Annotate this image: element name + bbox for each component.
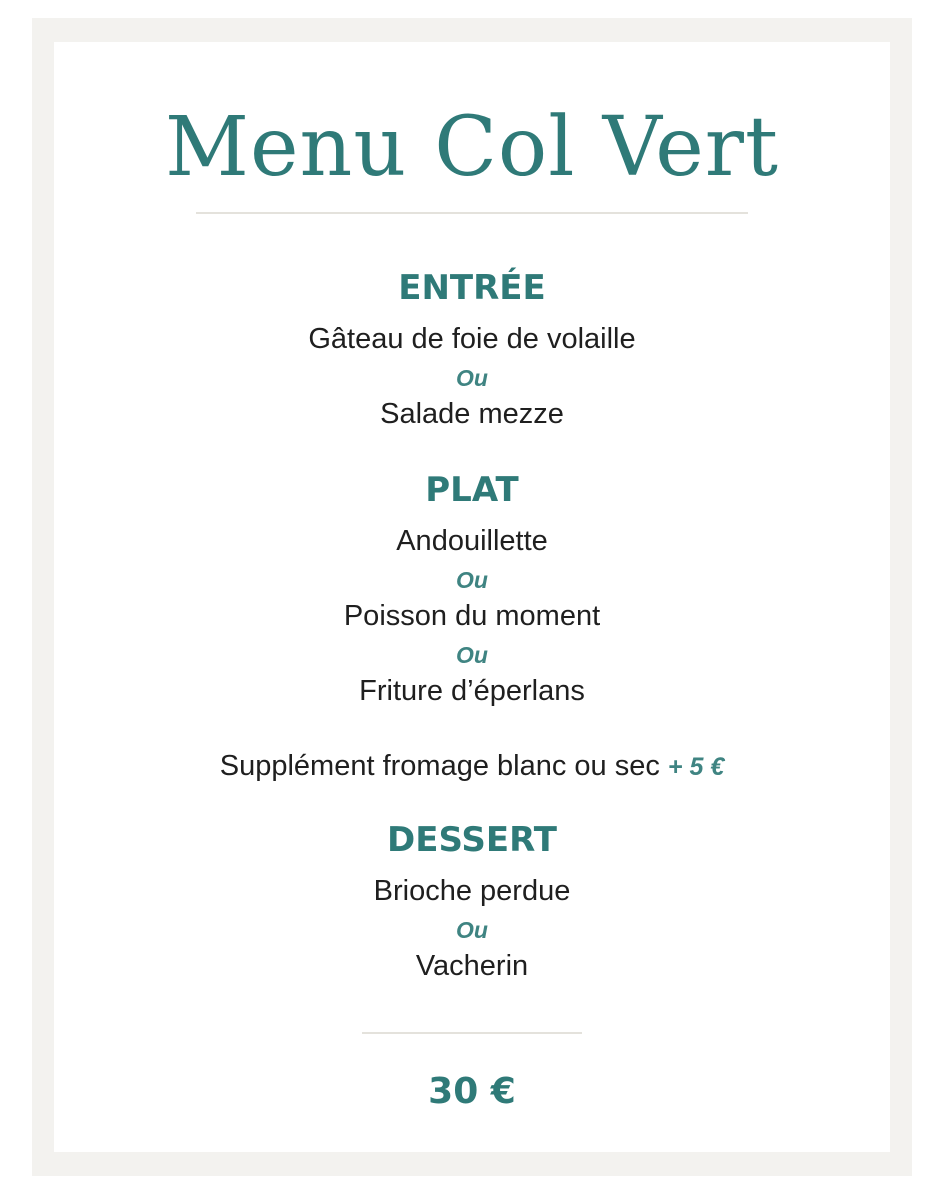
dessert-heading: DESSERT [387,820,557,860]
menu-frame [32,18,912,1176]
dessert-separator: Ou [456,917,488,943]
supplement-line [54,748,890,785]
menu-title: Menu Col Vert [165,100,779,195]
plat-separator-2: Ou [456,642,488,668]
plat-item-3: Friture d’éperlans [359,675,585,707]
plat-separator-1: Ou [456,567,488,593]
dessert-item-1: Brioche perdue [373,875,571,907]
entree-heading: ENTRÉE [398,268,546,308]
entree-item-2: Salade mezze [380,398,564,430]
supplement-text: Supplément fromage blanc ou sec [219,750,660,782]
entree-separator: Ou [456,365,488,391]
dessert-item-2: Vacherin [415,950,529,982]
plat-item-2: Poisson du moment [343,600,601,632]
plat-heading: PLAT [425,470,519,510]
plat-item-1: Andouillette [396,525,548,557]
menu-price: 30 € [428,1071,516,1112]
supplement-price: + 5 € [667,753,725,781]
entree-item-1: Gâteau de foie de volaille [308,323,636,355]
title-divider [196,212,748,214]
price-divider [362,1032,582,1034]
menu-card [54,42,890,1152]
